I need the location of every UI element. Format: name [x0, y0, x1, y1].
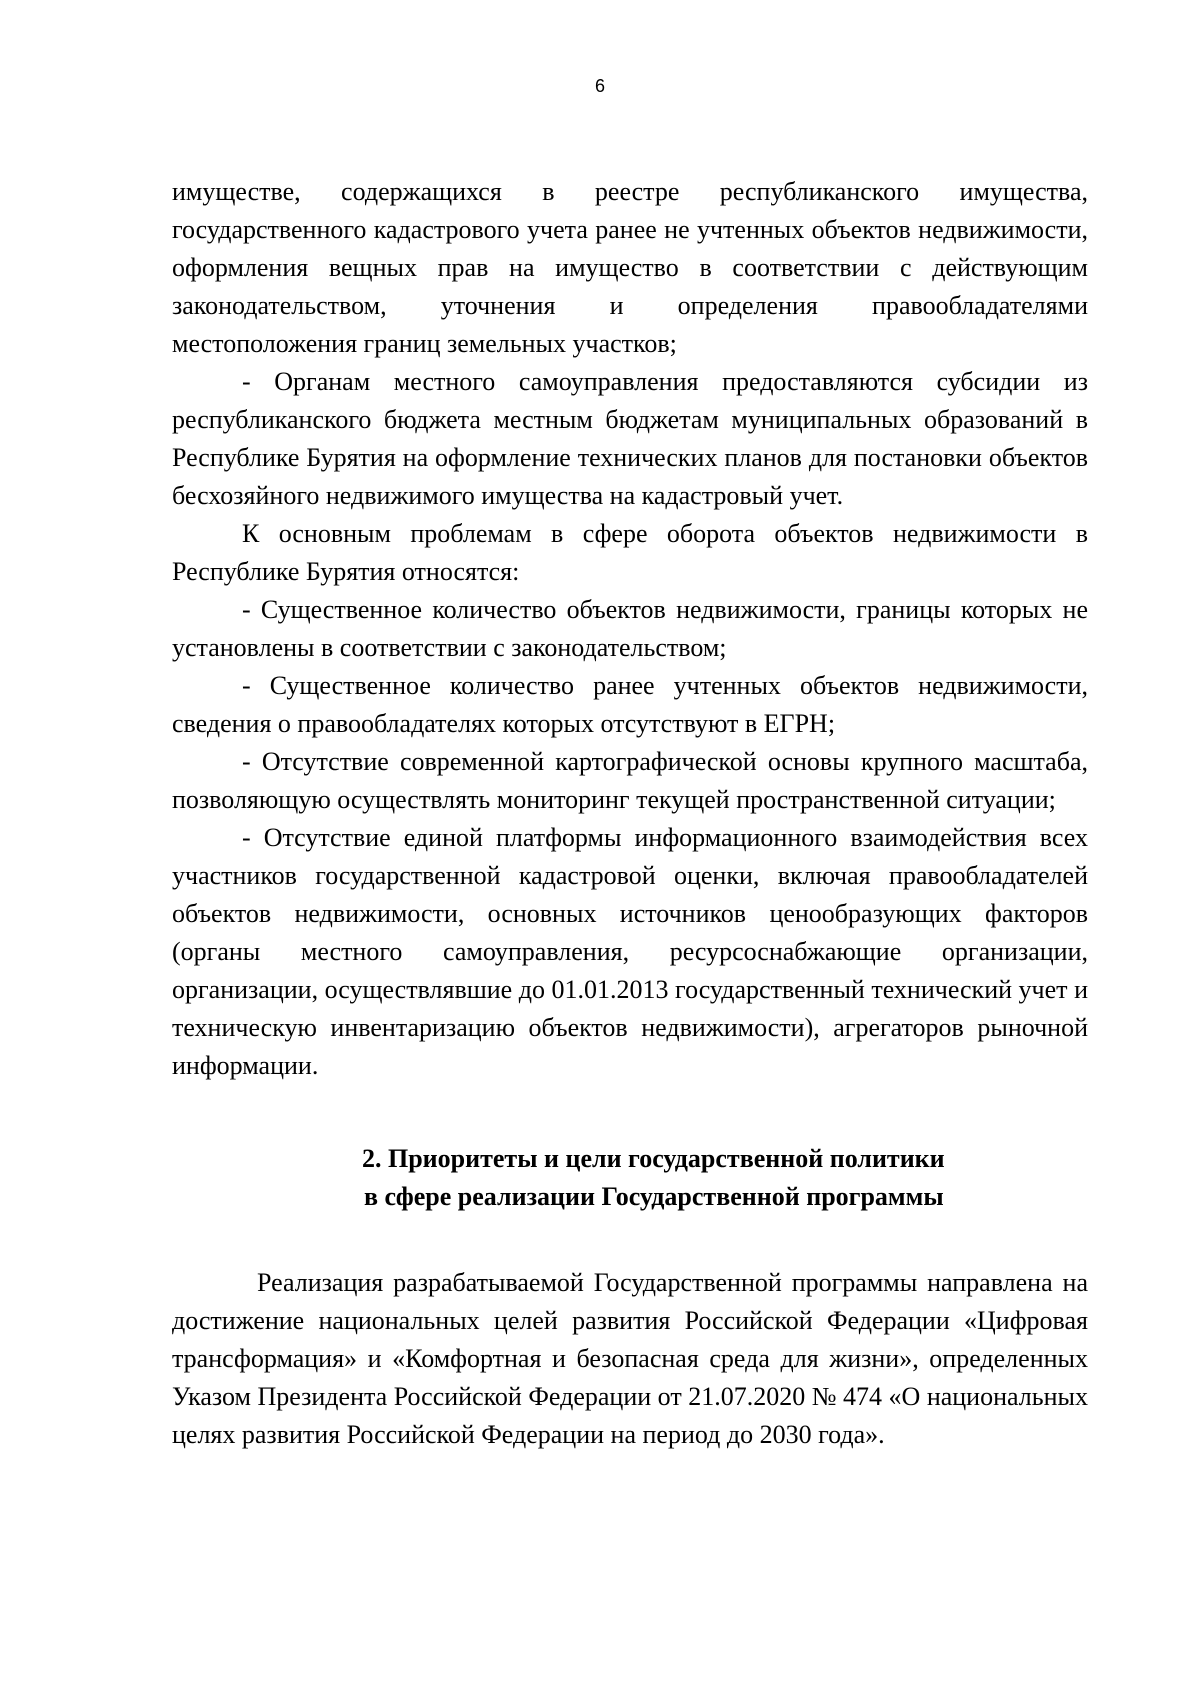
- paragraph-6: - Отсутствие современной картографической основы крупного масштаба, позволяющую осуществлять мониторинг текущей пространственной ситуации;: [172, 747, 1088, 814]
- paragraph-3: К основным проблемам в сфере оборота объектов недвижимости в Республике Бурятия относятся:: [172, 519, 1088, 586]
- paragraph-5: - Существенное количество ранее учтенных объектов недвижимости, сведения о правообладателях которых отсутствуют в ЕГРН;: [172, 671, 1088, 738]
- paragraph-1: имуществе, содержащихся в реестре республиканского имущества, государственного кадастрового учета ранее не учтенных объектов недвижимости, оформления вещных прав на имущество в соответствии с действующим законодательством, уточнения и определения правообладателями местоположения границ земельных участков;: [172, 177, 1088, 358]
- section-heading: [172, 1140, 1088, 1216]
- section-heading-line-2: в сфере реализации Государственной программы: [364, 1182, 944, 1211]
- paragraph-2: - Органам местного самоуправления предоставляются субсидии из республиканского бюджета местным бюджетам муниципальных образований в Республике Бурятия на оформление технических планов для постановки объектов бесхозяйного недвижимого имущества на кадастровый учет.: [172, 367, 1088, 510]
- document-body: [172, 173, 1088, 1454]
- page-number: 6: [594, 76, 605, 96]
- paragraph-4: - Существенное количество объектов недвижимости, границы которых не установлены в соответствии с законодательством;: [172, 595, 1088, 662]
- paragraph-7: - Отсутствие единой платформы информационного взаимодействия всех участников государственной кадастровой оценки, включая правообладателей объектов недвижимости, основных источников ценообразующих факторов (органы местного самоуправления, ресурсоснабжающие организации, организации, осуществлявшие до 01.01.2013 государственный технический учет и техническую инвентаризацию объектов недвижимости), агрегаторов рыночной информации.: [172, 823, 1088, 1080]
- closing-paragraph: Реализация разрабатываемой Государственной программы направлена на достижение национальных целей развития Российской Федерации «Цифровая трансформация» и «Комфортная и безопасная среда для жизни», определенных Указом Президента Российской Федерации от 21.07.2020 № 474 «О национальных целях развития Российской Федерации на период до 2030 года».: [172, 1268, 1088, 1449]
- section-heading-line-1: 2. Приоритеты и цели государственной политики: [362, 1144, 945, 1173]
